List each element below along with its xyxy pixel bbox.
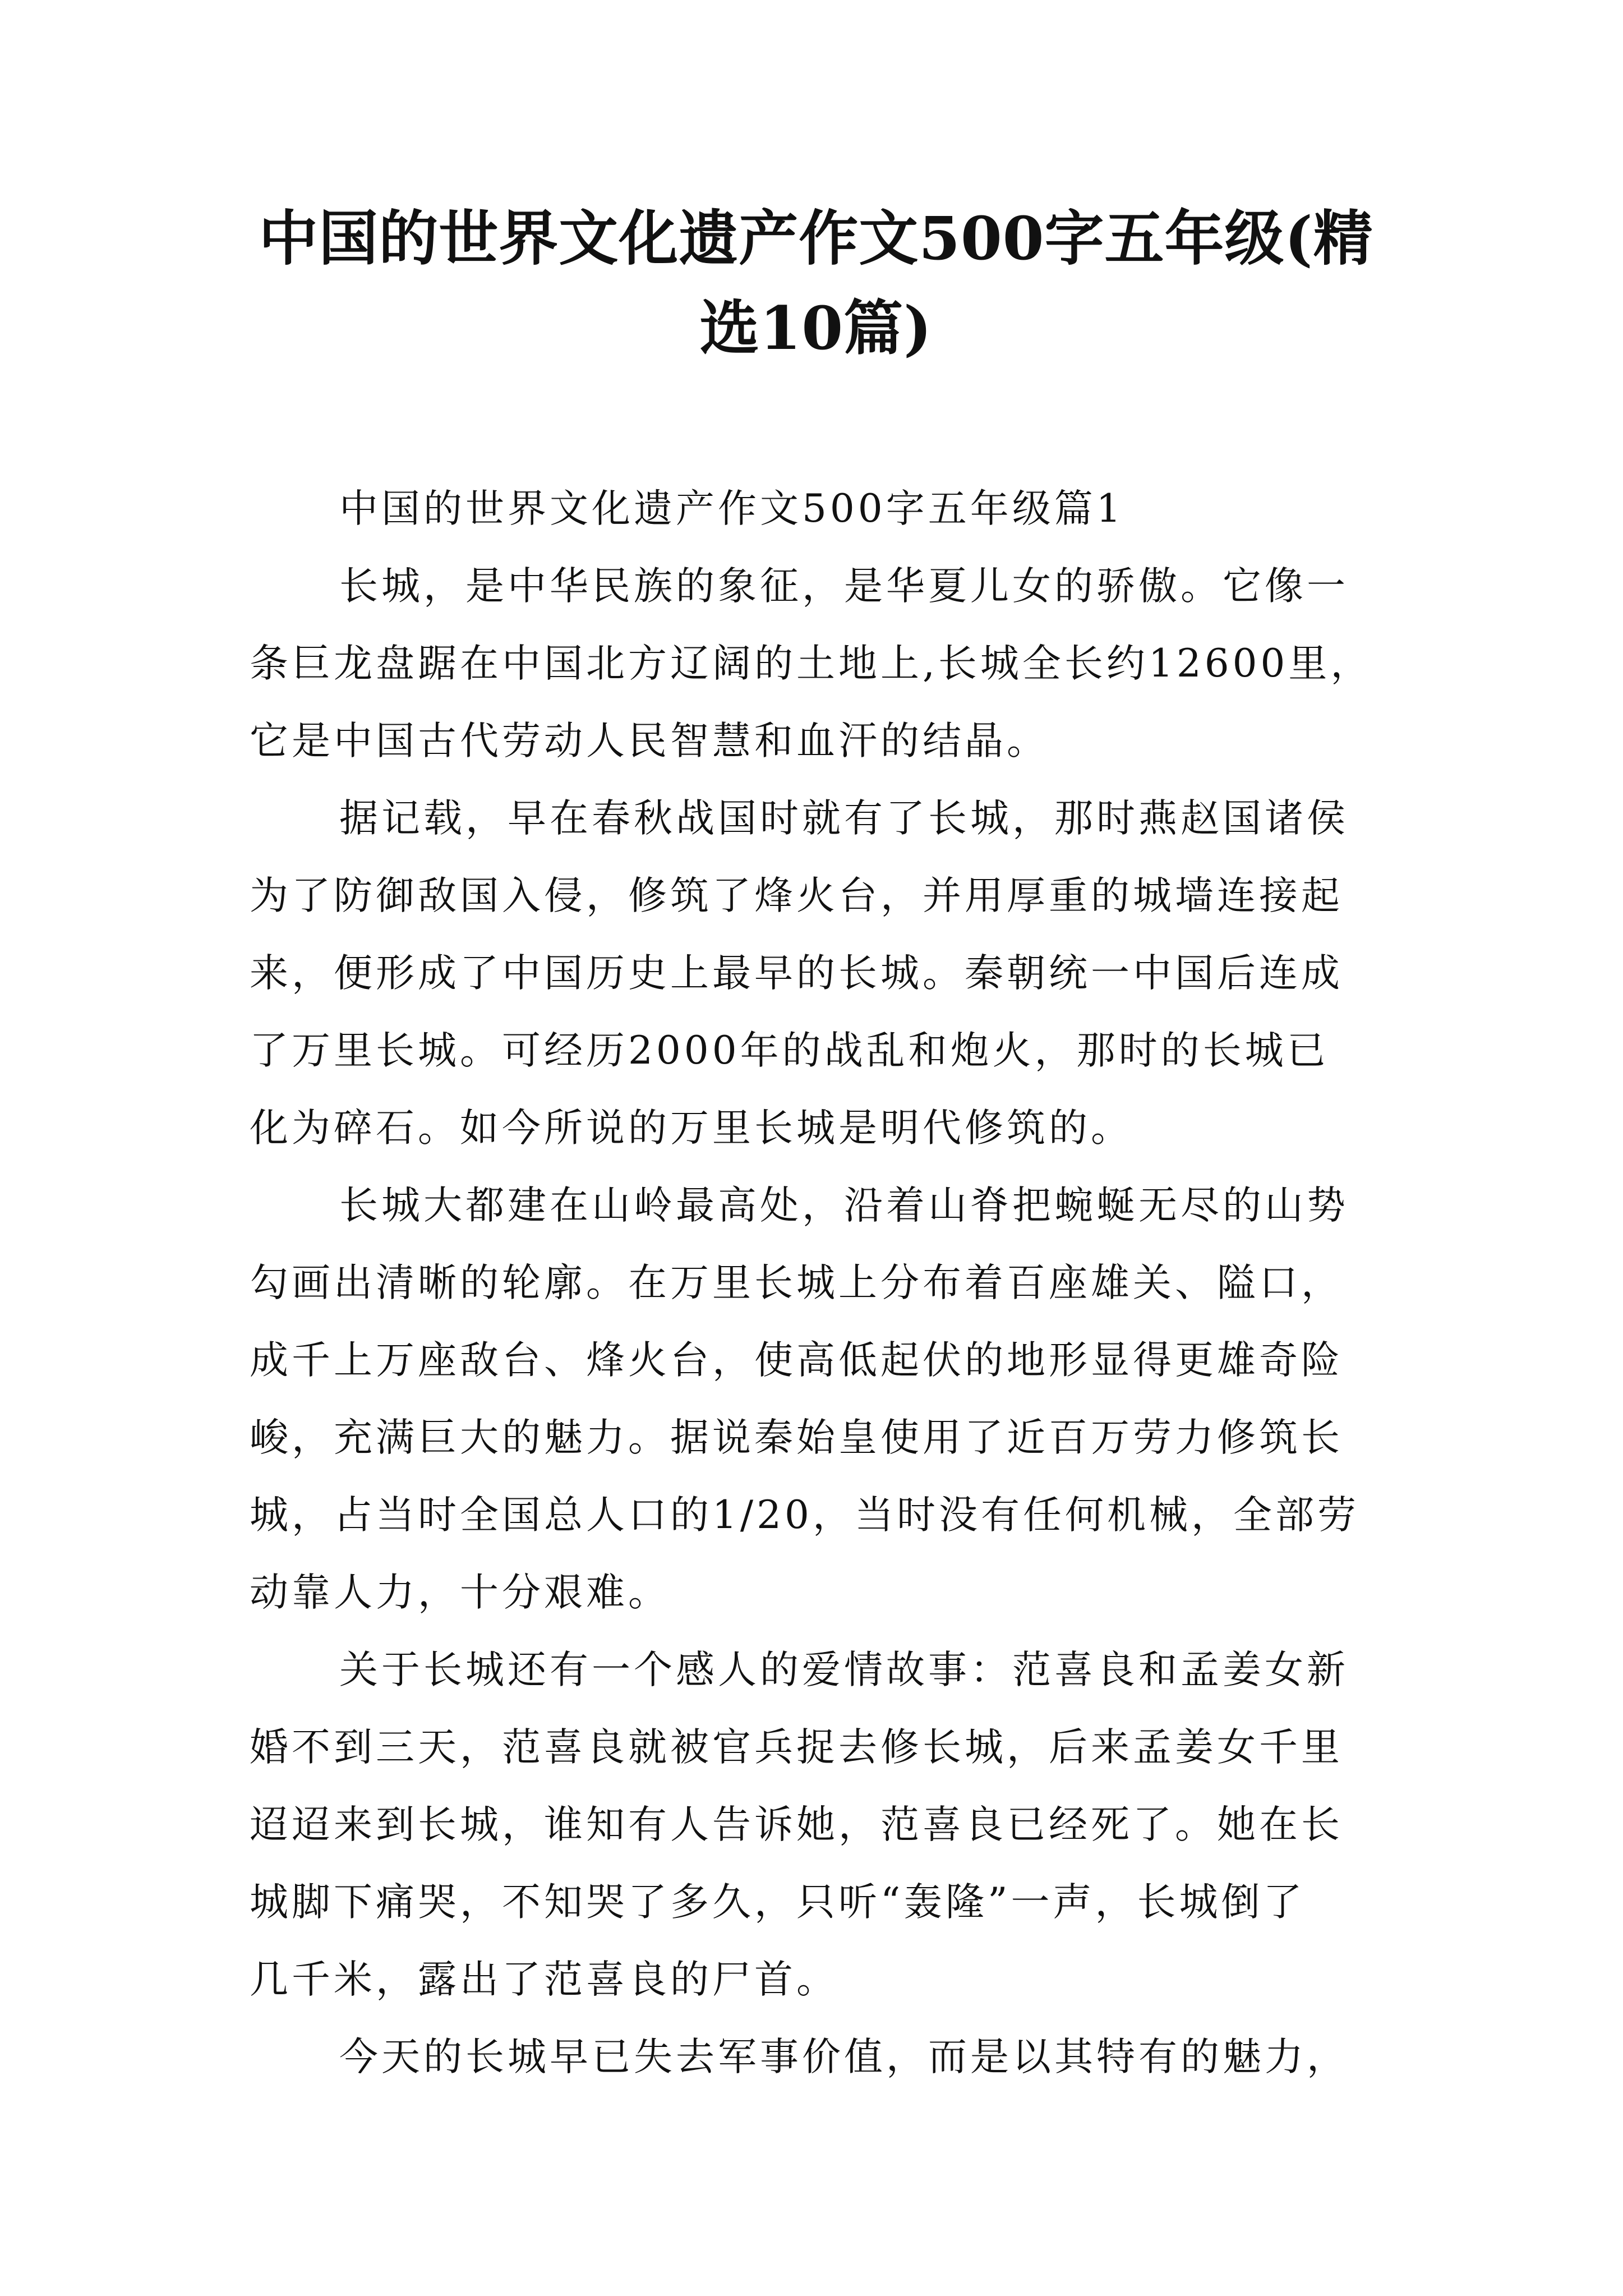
- paragraph-4: [250, 1631, 1394, 2018]
- paragraph-line: 它是中国古代劳动人民智慧和血汗的结晶。: [250, 719, 1049, 763]
- paragraph-5: [250, 2018, 1394, 2096]
- title-line-2: 选10篇): [699, 293, 933, 363]
- paragraph-line: 据记载，早在春秋战国时就有了长城，那时燕赵国诸侯: [339, 796, 1349, 841]
- paragraph-line: 峻，充满巨大的魅力。据说秦始皇使用了近百万劳力修筑长: [250, 1415, 1343, 1460]
- paragraph-line: 城，占当时全国总人口的1/20，当时没有任何机械，全部劳: [250, 1493, 1359, 1538]
- paragraph-line: 来，便形成了中国历史上最早的长城。秦朝统一中国后连成: [250, 951, 1343, 996]
- paragraph-line: 为了防御敌国入侵，修筑了烽火台，并用厚重的城墙连接起: [250, 873, 1343, 918]
- document-body: [250, 470, 1394, 2096]
- paragraph-3: [250, 1167, 1394, 1631]
- paragraph-2: [250, 780, 1394, 1167]
- section-heading: 中国的世界文化遗产作文500字五年级篇1: [339, 486, 1124, 531]
- paragraph-line: 了万里长城。可经历2000年的战乱和炮火，那时的长城已: [250, 1028, 1329, 1073]
- paragraph-line: 关于长城还有一个感人的爱情故事：范喜良和孟姜女新: [339, 1648, 1349, 1692]
- paragraph-line: 迢迢来到长城，谁知有人告诉她，范喜良已经死了。她在长: [250, 1802, 1343, 1847]
- paragraph-line: 今天的长城早已失去军事价值，而是以其特有的魅力，: [339, 2035, 1349, 2079]
- paragraph-line: 城脚下痛哭，不知哭了多久，只听“轰隆”一声，长城倒了: [250, 1880, 1306, 1925]
- paragraph-line: 动靠人力，十分艰难。: [250, 1570, 670, 1615]
- paragraph-line: 几千米，露出了范喜良的尸首。: [250, 1957, 838, 2002]
- title-line-1: 中国的世界文化遗产作文500字五年级(精: [259, 203, 1373, 273]
- paragraph-line: 婚不到三天，范喜良就被官兵捉去修长城，后来孟姜女千里: [250, 1725, 1343, 1770]
- paragraph-line: 勾画出清晰的轮廓。在万里长城上分布着百座雄关、隘口，: [250, 1260, 1343, 1305]
- paragraph-line: 成千上万座敌台、烽火台，使高低起伏的地形显得更雄奇险: [250, 1338, 1343, 1383]
- paragraph-1: [250, 547, 1394, 780]
- document-title: [247, 194, 1385, 373]
- paragraph-line: 长城，是中华民族的象征，是华夏儿女的骄傲。它像一: [339, 564, 1349, 609]
- paragraph-line: 长城大都建在山岭最高处，沿着山脊把蜿蜒无尽的山势: [339, 1183, 1349, 1228]
- paragraph-line: 化为碎石。如今所说的万里长城是明代修筑的。: [250, 1106, 1133, 1151]
- paragraph-line: 条巨龙盘踞在中国北方辽阔的土地上,长城全长约12600里，: [250, 641, 1373, 686]
